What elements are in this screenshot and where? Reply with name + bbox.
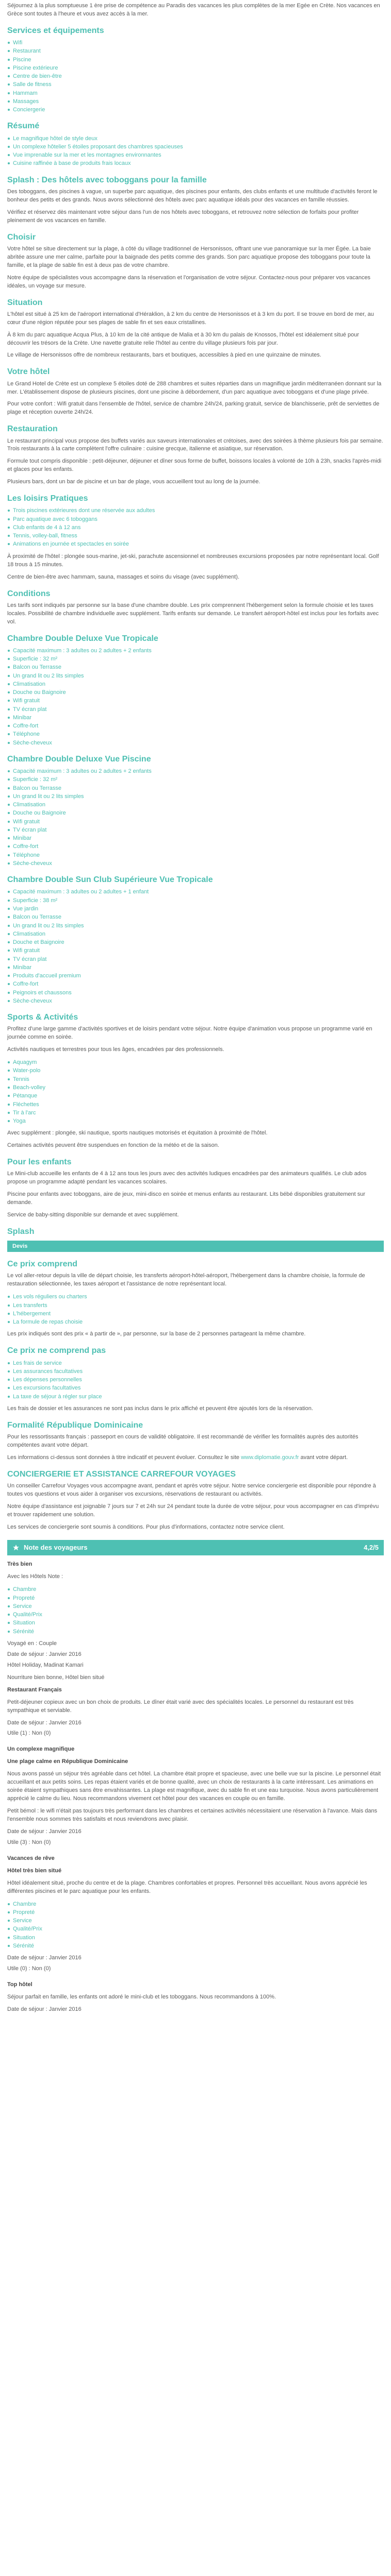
review-card xyxy=(7,1745,384,1846)
field-value: Janvier 2016 xyxy=(48,1651,82,1657)
reviews-header xyxy=(7,1540,384,1556)
list-item: Douche ou Baignoire xyxy=(7,688,384,697)
list-item: Vue imprenable sur la mer et les montagnes environnantes xyxy=(7,151,384,159)
list-item: TV écran plat xyxy=(7,826,384,834)
list-item: Balcon ou Terrasse xyxy=(7,663,384,671)
choisir-title: Choisir xyxy=(7,232,36,242)
restauration-text: Le restaurant principal vous propose des buffets variés aux saveurs internationales et crétoises, avec des soirées à thème plusieurs fois par semaine. Trois restaurants à la carte complètent l'offre culinaire : cuisine grecque, italienne et asiatique, sur réservation. xyxy=(7,437,383,452)
list-item: Un grand lit ou 2 lits simples xyxy=(7,792,384,801)
review-helpful[interactable] xyxy=(7,1839,384,1847)
review-title: Hôtel très bien situé xyxy=(7,1867,62,1874)
list-item: Chambre xyxy=(7,1585,384,1594)
review-helpful[interactable] xyxy=(7,1730,384,1738)
list-item: Les dépenses personnelles xyxy=(7,1376,384,1384)
conciergerie-text: Notre équipe d'assistance est joignable 7 jours sur 7 et 24h sur 24 pendant toute la durée de votre séjour, pour vous accompagner en cas d'imprévu et trouver rapidement une solution. xyxy=(7,1503,379,1518)
list-item: L'hébergement xyxy=(7,1310,384,1318)
room-title: Chambre Double Sun Club Supérieure Vue Tropicale xyxy=(7,875,213,885)
list-item: Superficie : 38 m² xyxy=(7,896,384,905)
list-item: Douche ou Baignoire xyxy=(7,809,384,817)
votre-hotel-text: Le Grand Hotel de Crète est un complexe 5 étoiles doté de 288 chambres et suites réparties dans un magnifique jardin méditerranéen donnant sur la mer. L'établissement dispose de plusieurs piscines, dont une piscine à débordement, d'un parc aquatique avec toboggans et d'une plage privée. xyxy=(7,380,382,395)
list-item: Chambre xyxy=(7,1900,384,1908)
list-item: Propreté xyxy=(7,1594,384,1602)
loisirs-title: Les loisirs Pratiques xyxy=(7,494,88,503)
list-item: Salle de fitness xyxy=(7,80,384,89)
list-item: Climatisation xyxy=(7,930,384,938)
list-item: Piscine extérieure xyxy=(7,64,384,72)
prix-pas-comprend-title: Ce prix ne comprend pas xyxy=(7,1346,106,1355)
helpful-yes-link[interactable]: Utile (1) : xyxy=(7,1730,30,1737)
review-heading: Top hôtel xyxy=(7,1981,32,1988)
review-heading: Un complexe magnifique xyxy=(7,1746,75,1753)
field-label: Date de séjour : xyxy=(7,1651,47,1657)
choisir-text: Votre hôtel se situe directement sur la plage, à côté du village traditionnel de Hersonissos, offrant une vue panoramique sur la mer Égée. La baie abritée assure une mer calme, parfaite pour la baignade des petits comme des grands. Son parc aquatique propose des toboggans pour toute la famille, et la plage de sable fin est à deux pas de votre chambre. xyxy=(7,245,371,268)
list-item: Tennis, volley-ball, fitness xyxy=(7,532,384,540)
list-item: Produits d'accueil premium xyxy=(7,972,384,980)
conciergerie-text: Les services de conciergerie sont soumis à conditions. Pour plus d'informations, contactez notre service client. xyxy=(7,1523,285,1530)
list-item: Climatisation xyxy=(7,801,384,809)
list-item: Tir à l'arc xyxy=(7,1109,384,1117)
restauration-text: Formule tout compris disponible : petit-déjeuner, déjeuner et dîner sous forme de buffet, boissons locales à volonté de 10h à 23h, snacks l'après-midi et glaces pour les enfants. xyxy=(7,458,382,473)
list-item: Minibar xyxy=(7,834,384,842)
loisirs-text: À proximité de l'hôtel : plongée sous-marine, jet-ski, parachute ascensionnel et nombreuses excursions proposées par notre représentant local. Golf 18 trous à 15 minutes. xyxy=(7,553,379,568)
list-item: Water-polo xyxy=(7,1066,384,1075)
list-item: Sérénité xyxy=(7,1628,384,1636)
enfants-text: Service de baby-sitting disponible sur demande et avec supplément. xyxy=(7,1212,179,1218)
review-card xyxy=(7,1561,384,1738)
enfants-text: Piscine pour enfants avec toboggans, aire de jeux, mini-disco en soirée et menus enfants au restaurant. Lits bébé disponibles gratuitement sur demande. xyxy=(7,1191,366,1206)
review-text: Petit-déjeuner copieux avec un bon choix de produits. Le dîner était varié avec des spécialités locales. Le personnel du restaurant est très sympathique et serviable. xyxy=(7,1699,354,1714)
list-item: Centre de bien-être xyxy=(7,72,384,80)
prix-comprend-text: Le vol aller-retour depuis la ville de départ choisie, les transferts aéroport-hôtel-aéroport, l'hébergement dans la chambre choisie, la formule de restauration sélectionnée, les taxes aéroport et l'assistance de notre représentant local. xyxy=(7,1273,365,1287)
review-heading: Vacances de rêve xyxy=(7,1855,55,1861)
field-label: Date de séjour : xyxy=(7,1719,47,1726)
sports-text: Avec supplément : plongée, ski nautique, sports nautiques motorisés et équitation à proximité de l'hôtel. xyxy=(7,1130,268,1137)
list-item: Aquagym xyxy=(7,1058,384,1066)
room-title: Chambre Double Deluxe Vue Tropicale xyxy=(7,634,158,643)
field-value: Janvier 2016 xyxy=(48,1719,82,1726)
list-item: Conciergerie xyxy=(7,106,384,114)
list-item: Wifi gratuit xyxy=(7,946,384,955)
list-item: Sèche-cheveux xyxy=(7,997,384,1005)
field-value: Janvier 2016 xyxy=(48,1955,82,1961)
restauration-text: Plusieurs bars, dont un bar de piscine et un bar de plage, vous accueillent tout au long de la journée. xyxy=(7,479,260,485)
prix-comprend-list xyxy=(7,1293,384,1326)
review-date xyxy=(7,1719,384,1727)
list-item: Peignoirs et chaussons xyxy=(7,989,384,997)
list-item: Hammam xyxy=(7,89,384,97)
list-item: Superficie : 32 m² xyxy=(7,775,384,784)
review-text: Nous avons passé un séjour très agréable dans cet hôtel. La chambre était propre et spacieuse, avec une belle vue sur la piscine. Le personnel était accueillant et aux petits soins. Les repas étaient variés et de bonne qualité, avec un choix de restaurants à la carte intéressant. Les animations en soirée étaient sympathiques sans être envahissantes. La plage est magnifique, avec du sable fin et une eau turquoise. Nous avons particulièrement apprécié le calme du lieu. Nous recommandons vivement cet hôtel pour des vacances en couple ou en famille. xyxy=(7,1771,381,1802)
list-item: Balcon ou Terrasse xyxy=(7,913,384,921)
list-item: Situation xyxy=(7,1934,384,1942)
list-item: Beach-volley xyxy=(7,1083,384,1092)
list-item: Yoga xyxy=(7,1117,384,1125)
list-item: Trois piscines extérieures dont une réservée aux adultes xyxy=(7,506,384,515)
room-features-list xyxy=(7,888,384,1005)
formalites-text: Pour les ressortissants français : passeport en cours de validité obligatoire. Il est recommandé de vérifier les formalités auprès des autorités compétentes avant votre départ. xyxy=(7,1433,359,1448)
list-item: Fléchettes xyxy=(7,1100,384,1109)
enfants-text: Le Mini-club accueille les enfants de 4 à 12 ans tous les jours avec des activités ludiques encadrées par des animateurs qualifiés. Le club ados propose un programme adapté pendant les vacances scolaires. xyxy=(7,1171,367,1185)
field-label: Date de séjour : xyxy=(7,1955,47,1961)
conditions-title: Conditions xyxy=(7,589,51,598)
review-text: Séjour parfait en famille, les enfants ont adoré le mini-club et les toboggans. Nous recommandons à 100%. xyxy=(7,1993,276,2000)
helpful-no-link[interactable]: Non (0) xyxy=(31,1965,51,1972)
formalites-title: Formalité République Dominicaine xyxy=(7,1420,143,1430)
loisirs-list xyxy=(7,506,384,548)
list-item: Qualité/Prix xyxy=(7,1925,384,1933)
prix-pas-comprend-list xyxy=(7,1359,384,1401)
list-item: Minibar xyxy=(7,963,384,972)
review-helpful[interactable] xyxy=(7,1965,384,1973)
review-text: Hôtel idéalement situé, proche du centre et de la plage. Chambres confortables et propres. Personnel très accueillant. Nous avons apprécié les différentes piscines et le parc aquatique pour les enfants. xyxy=(7,1879,367,1894)
sports-text: Certaines activités peuvent être suspendues en fonction de la météo et de la saison. xyxy=(7,1142,219,1149)
resume-title: Résumé xyxy=(7,122,40,131)
list-item: Restaurant xyxy=(7,47,384,55)
review-text: Petit bémol : le wifi n'était pas toujours très performant dans les chambres et certaines activités nécessitaient une réservation à l'avance. Mais dans l'ensemble nous sommes très satisfaits et nous reviendrons avec plaisir. xyxy=(7,1808,378,1822)
review-card xyxy=(7,1981,384,2014)
formalites-text xyxy=(7,1454,384,1462)
sports-text: Activités nautiques et terrestres pour tous les âges, encadrées par des professionnels. xyxy=(7,1046,224,1053)
list-item: Wifi xyxy=(7,39,384,47)
list-item: TV écran plat xyxy=(7,955,384,963)
list-item: Capacité maximum : 3 adultes ou 2 adultes + 1 enfant xyxy=(7,888,384,896)
tab-devis[interactable]: Devis xyxy=(7,1241,384,1252)
list-item: Douche et Baignoire xyxy=(7,938,384,946)
sports-title: Sports & Activités xyxy=(7,1013,78,1022)
situation-text: À 8 km du parc aquatique Acqua Plus, à 10 km de la cité antique de Malia et à 30 km du palais de Knossos, l'hôtel est idéalement situé pour découvrir les trésors de la Crète. Une navette gratuite relie l'hôtel au centre du village plusieurs fois par jour. xyxy=(7,331,360,346)
review-date xyxy=(7,1954,384,1962)
splash-title: Splash : Des hôtels avec toboggans pour la famille xyxy=(7,175,207,184)
list-item: Les assurances facultatives xyxy=(7,1367,384,1376)
list-item: Un grand lit ou 2 lits simples xyxy=(7,672,384,680)
enfants-title: Pour les enfants xyxy=(7,1158,72,1167)
review-date xyxy=(7,1651,384,1659)
list-item: Coffre-fort xyxy=(7,722,384,730)
list-item: Un complexe hôtelier 5 étoiles proposant des chambres spacieuses xyxy=(7,143,384,151)
list-item: Les vols réguliers ou charters xyxy=(7,1293,384,1301)
situation-text: Le village de Hersonissos offre de nombreux restaurants, bars et boutiques, accessibles à pied en une quinzaine de minutes. xyxy=(7,352,321,359)
list-item: Sérénité xyxy=(7,1942,384,1950)
list-item: Wifi gratuit xyxy=(7,697,384,705)
formalites-text-part: avant votre départ. xyxy=(299,1454,348,1461)
list-item: Téléphone xyxy=(7,851,384,859)
splash-text: Vérifiez et réservez dès maintenant votre séjour dans l'un de nos hôtels avec toboggans, et retrouvez notre sélection de forfaits pour profiter pleinement de vos vacances en famille. xyxy=(7,209,359,224)
situation-title: Situation xyxy=(7,298,43,307)
review-criteria-list xyxy=(7,1900,384,1951)
list-item: Un grand lit ou 2 lits simples xyxy=(7,922,384,930)
list-item: TV écran plat xyxy=(7,705,384,714)
list-item: Téléphone xyxy=(7,730,384,738)
list-item: La formule de repas choisie xyxy=(7,1318,384,1326)
loisirs-text: Centre de bien-être avec hammam, sauna, massages et soins du visage (avec supplément). xyxy=(7,573,240,580)
helpful-no-link[interactable]: Non (0) xyxy=(31,1730,51,1737)
field-value: Janvier 2016 xyxy=(48,1828,82,1835)
prix-pas-comprend-text: Les frais de dossier et les assurances ne sont pas inclus dans le prix affiché et peuvent être ajoutés lors de la réservation. xyxy=(7,1405,313,1412)
review-criteria-list xyxy=(7,1585,384,1636)
helpful-no-link[interactable]: Non (0) xyxy=(31,1839,51,1845)
review-rating-line: Nourriture bien bonne, Hôtel bien situé xyxy=(7,1674,105,1681)
splash-title: Splash xyxy=(7,1227,35,1236)
list-item: Wifi gratuit xyxy=(7,818,384,826)
diplomatie-link[interactable]: www.diplomatie.gouv.fr xyxy=(241,1454,299,1461)
room-features-list xyxy=(7,767,384,868)
list-item: Coffre-fort xyxy=(7,980,384,988)
list-item: Situation xyxy=(7,1619,384,1627)
review-services-label: Avec les Hôtels Note : xyxy=(7,1573,63,1580)
review-travel-type xyxy=(7,1640,384,1648)
situation-text: L'hôtel est situé à 25 km de l'aéroport international d'Héraklion, à 2 km du centre de Hersonissos et à 3 km du port. Il se trouve en bord de mer, au cœur d'une région réputée pour ses plages de sable fin et ses eaux cristallines. xyxy=(7,311,374,326)
conciergerie-text: Un conseiller Carrefour Voyages vous accompagne avant, pendant et après votre séjour. Notre service conciergerie est disponible pour répondre à toutes vos questions et vous aider à organiser vos excursions, réservations de restaurant ou activités. xyxy=(7,1482,376,1497)
services-list xyxy=(7,39,384,114)
list-item: Minibar xyxy=(7,714,384,722)
list-item: Les transferts xyxy=(7,1301,384,1310)
helpful-yes-link[interactable]: Utile (0) : xyxy=(7,1965,30,1972)
sports-list xyxy=(7,1058,384,1125)
list-item: Sèche-cheveux xyxy=(7,739,384,747)
list-item: Parc aquatique avec 6 toboggans xyxy=(7,515,384,523)
list-item: Service xyxy=(7,1917,384,1925)
field-label: Date de séjour : xyxy=(7,2006,47,2012)
review-date xyxy=(7,2006,384,2014)
formalites-text-part: Les informations ci-dessus sont données à titre indicatif et peuvent évoluer. Consultez le site xyxy=(7,1454,241,1461)
review-date xyxy=(7,1828,384,1836)
field-value: Couple xyxy=(39,1640,57,1647)
list-item: Coffre-fort xyxy=(7,842,384,851)
list-item: Club enfants de 4 à 12 ans xyxy=(7,523,384,532)
conciergerie-title: CONCIERGERIE ET ASSISTANCE CARREFOUR VOYAGES xyxy=(7,1469,236,1479)
field-value: Janvier 2016 xyxy=(48,2006,82,2012)
reviews-banner-title: Note des voyageurs xyxy=(24,1543,88,1551)
list-item: Qualité/Prix xyxy=(7,1611,384,1619)
review-card xyxy=(7,1855,384,1973)
reviews-score: 4,2/5 xyxy=(364,1543,379,1551)
field-label: Voyagé en : xyxy=(7,1640,38,1647)
list-item: Les frais de service xyxy=(7,1359,384,1367)
list-item: Superficie : 32 m² xyxy=(7,655,384,663)
resume-list xyxy=(7,134,384,168)
list-item: Cuisine raffinée à base de produits frais locaux xyxy=(7,159,384,167)
room-title: Chambre Double Deluxe Vue Piscine xyxy=(7,754,151,764)
list-item: Propreté xyxy=(7,1908,384,1917)
restauration-title: Restauration xyxy=(7,425,58,434)
votre-hotel-title: Votre hôtel xyxy=(7,367,50,377)
list-item: Pétanque xyxy=(7,1092,384,1100)
list-item: Service xyxy=(7,1602,384,1611)
room-features-list xyxy=(7,647,384,747)
list-item: Tennis xyxy=(7,1075,384,1083)
review-title: Une plage calme en République Dominicaine xyxy=(7,1758,128,1765)
list-item: La taxe de séjour à régler sur place xyxy=(7,1393,384,1401)
list-item: Vue jardin xyxy=(7,905,384,913)
sports-text: Profitez d'une large gamme d'activités sportives et de loisirs pendant votre séjour. Notre équipe d'animation vous propose un programme varié en journée comme en soirée. xyxy=(7,1026,372,1041)
star-icon xyxy=(12,1544,20,1551)
votre-hotel-text: Pour votre confort : Wifi gratuit dans l'ensemble de l'hôtel, service de chambre 24h/24, parking gratuit, service de blanchisserie, prêt de serviettes de plage et réception ouverte 24h/24. xyxy=(7,401,380,416)
list-item: Balcon ou Terrasse xyxy=(7,784,384,792)
review-heading: Très bien xyxy=(7,1561,32,1568)
list-item: Climatisation xyxy=(7,680,384,688)
list-item: Animations en journée et spectacles en soirée xyxy=(7,540,384,548)
prix-comprend-text: Les prix indiqués sont des prix « à partir de », par personne, sur la base de 2 personnes partageant la même chambre. xyxy=(7,1331,306,1337)
choisir-text: Notre équipe de spécialistes vous accompagne dans la réservation et l'organisation de votre séjour. Contactez-nous pour préparer vos vacances idéales, un voyage sur mesure. xyxy=(7,274,371,289)
list-item: Le magnifique hôtel de style deux xyxy=(7,134,384,143)
review-hotel: Hôtel Holiday, Madinat Kamari xyxy=(7,1662,84,1668)
review-section-title: Restaurant Français xyxy=(7,1686,62,1693)
list-item: Capacité maximum : 3 adultes ou 2 adultes + 2 enfants xyxy=(7,767,384,775)
field-label: Date de séjour : xyxy=(7,1828,47,1835)
prix-comprend-title: Ce prix comprend xyxy=(7,1260,78,1269)
helpful-yes-link[interactable]: Utile (3) : xyxy=(7,1839,30,1845)
list-item: Piscine xyxy=(7,56,384,64)
list-item: Sèche-cheveux xyxy=(7,859,384,868)
list-item: Capacité maximum : 3 adultes ou 2 adultes + 2 enfants xyxy=(7,647,384,655)
list-item: Massages xyxy=(7,97,384,106)
conditions-text: Les tarifs sont indiqués par personne sur la base d'une chambre double. Les prix comprennent l'hébergement selon la formule choisie et les taxes locales. Possibilité de chambre individuelle avec supplément. Tarifs enfants sur demande. Le transfert aéroport-hôtel est inclus pour les forfaits avec vol. xyxy=(7,602,379,625)
services-title: Services et équipements xyxy=(7,26,104,35)
splash-text: Des toboggans, des piscines à vague, un superbe parc aquatique, des piscines pour enfants, des clubs enfants et une multitude d'activités feront le bonheur des petits et des grands. Nous avons sélectionné des hôtels avec parc aquatique idéals pour des vacances en famille réussies. xyxy=(7,188,378,203)
intro-text: Séjournez à la plus somptueuse 1 ère prise de compétence au Paradis des vacances les plus complètes de la mer Egée en Crète. Nos vacances en Grèce sont toutes à l'heure et vous avez accès à la mer. xyxy=(7,3,380,17)
list-item: Les excursions facultatives xyxy=(7,1384,384,1392)
reviews-banner xyxy=(7,1540,384,1556)
